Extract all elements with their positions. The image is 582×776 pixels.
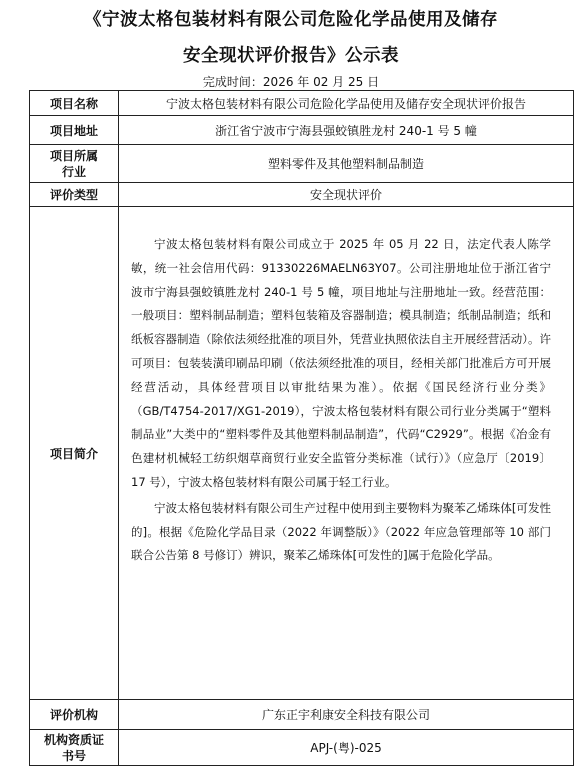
industry-label-line1: 项目所属 — [49, 148, 98, 163]
industry-label — [30, 145, 119, 183]
intro-cell — [119, 207, 574, 700]
row-project-address — [30, 116, 574, 145]
industry-value: 塑料零件及其他塑料制品制造 — [119, 145, 574, 183]
project-address-value: 浙江省宁波市宁海县强蛟镇胜龙村 240-1 号 5 幢 — [119, 116, 574, 145]
info-table — [29, 90, 574, 766]
intro-paragraph-1: 宁波太格包装材料有限公司成立于 2025 年 05 月 22 日，法定代表人陈学敏，统一社会信用代码：91330226MAELN63Y07。公司注册地址位于浙江省宁波市宁海县强蛟镇胜龙村 240-1 号 5 幢，项目地址与注册地址一致。经营范围：一般项目：塑料制品制造；塑料包装箱及容器制造；模具制造；纸制品制造；纸和纸板容器制造（除依法须经批准的项目外，凭营业执照依法自主开展经营活动）。许可项目：包装装潢印刷品印刷（依法须经批准的项目，经相关部门批准后方可开展经营活动，具体经营项目以审批结果为准）。依据《国民经济行业分类》（GB/T4754-2017/XG1-2019），宁波太格包装材料有限公司行业分类属于“塑料制品业”大类中的“塑料零件及其他塑料制品制造”，代码“C2929”。根据《冶金有色建材机械轻工纺织烟草商贸行业安全监管分类标准（试行）》（应急厅〔2019〕17 号），宁波太格包装材料有限公司属于轻工行业。 — [131, 237, 551, 489]
cert-value: APJ-(粤)-025 — [119, 730, 574, 766]
industry-label-line2: 行业 — [61, 164, 86, 179]
eval-type-value: 安全现状评价 — [119, 183, 574, 207]
document-title-line2: 安全现状评价报告》公示表 — [183, 46, 399, 66]
eval-org-value: 广东正宇利康安全科技有限公司 — [119, 700, 574, 730]
row-project-name — [30, 91, 574, 116]
completion-date: 完成时间：2026 年 02 月 25 日 — [202, 75, 380, 89]
row-intro — [30, 207, 574, 700]
cert-label-line1: 机构资质证 — [43, 732, 104, 747]
project-name-value: 宁波太格包装材料有限公司危险化学品使用及储存安全现状评价报告 — [119, 91, 574, 116]
row-cert — [30, 730, 574, 766]
cert-label — [30, 730, 119, 766]
project-name-label: 项目名称 — [30, 91, 119, 116]
intro-label: 项目简介 — [30, 207, 119, 700]
document-title-line1: 《宁波太格包装材料有限公司危险化学品使用及储存 — [84, 10, 498, 30]
intro-text — [119, 207, 573, 568]
row-eval-type — [30, 183, 574, 207]
cert-label-line2: 书号 — [61, 748, 86, 763]
eval-org-label: 评价机构 — [30, 700, 119, 730]
row-eval-org — [30, 700, 574, 730]
intro-paragraph-2: 宁波太格包装材料有限公司生产过程中使用到主要物料为聚苯乙烯珠体[可发性的]。根据《危险化学品目录（2022 年调整版）》（2022 年应急管理部等 10 部门联合公告第 8 号修订）辨识，聚苯乙烯珠体[可发性的]属于危险化学品。 — [131, 500, 551, 563]
row-industry — [30, 145, 574, 183]
eval-type-label: 评价类型 — [30, 183, 119, 207]
project-address-label: 项目地址 — [30, 116, 119, 145]
